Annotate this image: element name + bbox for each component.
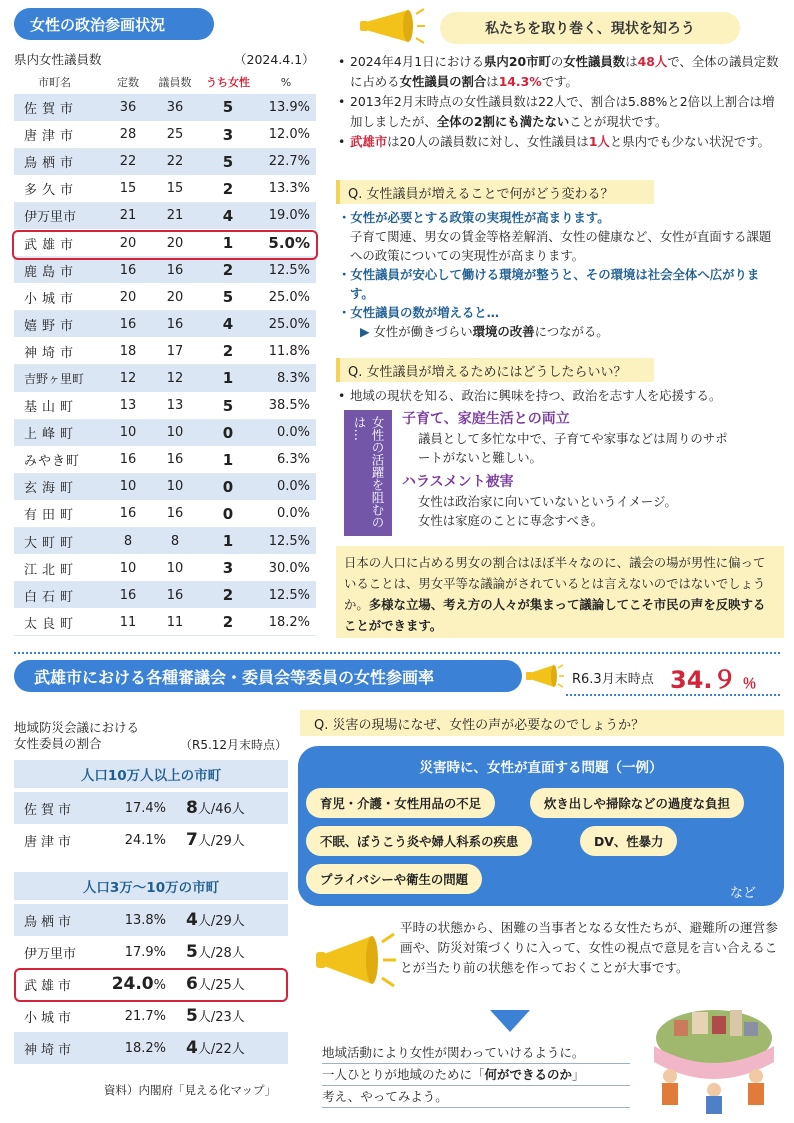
row-pct: 25.0% bbox=[256, 311, 316, 338]
row-members: 13 bbox=[150, 392, 200, 419]
row-women: 2 bbox=[200, 338, 256, 365]
row-pct: 13.9% bbox=[256, 94, 316, 121]
obstacle-heading-1: 子育て、家庭生活との両立 bbox=[402, 411, 570, 427]
table-row bbox=[14, 446, 316, 473]
row-pct: 30.0% bbox=[256, 555, 316, 582]
current-title: 私たちを取り巻く、現状を知ろう bbox=[440, 12, 740, 44]
row-name: 上峰町 bbox=[14, 419, 106, 446]
row-members: 10 bbox=[150, 419, 200, 446]
row-women: 4 bbox=[200, 311, 256, 338]
table-row bbox=[14, 419, 316, 446]
row-pct: 18.2% bbox=[256, 609, 316, 636]
megaphone-icon bbox=[356, 6, 426, 46]
row-women: 5 bbox=[200, 284, 256, 311]
row-fixed: 16 bbox=[106, 446, 150, 473]
row-pct: 12.5% bbox=[256, 257, 316, 284]
row-fixed: 36 bbox=[106, 94, 150, 121]
table-row: 神埼市 18.2% 4人/22人 bbox=[14, 1032, 288, 1064]
row-pct: 13.3% bbox=[256, 175, 316, 202]
row-members: 11 bbox=[150, 609, 200, 636]
row-name: 白石町 bbox=[14, 582, 106, 609]
problem-tag: プライバシーや衛生の問題 bbox=[306, 864, 482, 894]
table-title: 県内女性議員数 bbox=[14, 52, 102, 67]
row-fixed: 16 bbox=[106, 257, 150, 284]
row-fixed: 20 bbox=[106, 284, 150, 311]
row-name: 佐賀市 bbox=[14, 94, 106, 121]
row-name: 神埼市 bbox=[14, 338, 106, 365]
row-name: 武雄市 bbox=[14, 229, 106, 256]
row-members: 16 bbox=[150, 446, 200, 473]
q1-point-3: ・女性議員の数が増えると… bbox=[338, 305, 500, 320]
row-women: 1 bbox=[200, 446, 256, 473]
row-women: 3 bbox=[200, 555, 256, 582]
row-fixed: 10 bbox=[106, 419, 150, 446]
table-row bbox=[14, 148, 316, 175]
problem-tag: 育児・介護・女性用品の不足 bbox=[306, 788, 495, 818]
table-row bbox=[14, 121, 316, 148]
row-women: 5 bbox=[200, 94, 256, 121]
row-women: 2 bbox=[200, 257, 256, 284]
row-name: 有田町 bbox=[14, 500, 106, 527]
header-members: 議員数 bbox=[158, 76, 192, 89]
takeo-disaster-highlight-box bbox=[14, 968, 288, 1002]
obstacle-heading-2: ハラスメント被害 bbox=[402, 474, 514, 490]
town-illustration bbox=[644, 990, 784, 1116]
row-fixed: 28 bbox=[106, 121, 150, 148]
row-name: 玄海町 bbox=[14, 473, 106, 500]
row-fixed: 16 bbox=[106, 311, 150, 338]
row-name: みやき町 bbox=[14, 446, 106, 473]
row-pct: 19.0% bbox=[256, 202, 316, 229]
row-women: 1 bbox=[200, 528, 256, 555]
table-date: （2024.4.1） bbox=[234, 52, 315, 67]
row-name: 多久市 bbox=[14, 175, 106, 202]
row-fixed: 16 bbox=[106, 582, 150, 609]
row-pct: 5.0% bbox=[256, 229, 316, 256]
header-women: うち女性 bbox=[206, 76, 250, 89]
dotted-divider bbox=[14, 652, 780, 654]
row-women: 2 bbox=[200, 609, 256, 636]
row-fixed: 20 bbox=[106, 229, 150, 256]
table-row bbox=[14, 365, 316, 392]
table-row bbox=[14, 202, 316, 229]
row-women: 5 bbox=[200, 148, 256, 175]
row-members: 25 bbox=[150, 121, 200, 148]
row-members: 16 bbox=[150, 500, 200, 527]
problem-tag: DV、性暴力 bbox=[580, 826, 677, 856]
committee-rate-value: 34.９ ％ bbox=[670, 666, 757, 694]
table-row bbox=[14, 609, 316, 636]
triangle-right-icon: ▶ bbox=[360, 324, 370, 339]
row-women: 5 bbox=[200, 392, 256, 419]
table-row bbox=[14, 257, 316, 284]
q1-point-3-detail: ▶ 女性が働きづらい環境の改善につながる。 bbox=[360, 324, 609, 339]
obstacle-side-label: 女性の活躍を阻むのは… bbox=[344, 410, 392, 536]
table-row-highlighted: 武雄市 24.0% 6人/25人 bbox=[14, 968, 288, 1000]
table-row bbox=[14, 582, 316, 609]
obstacle-text-2a: 女性は政治家に向いていないというイメージ。 bbox=[418, 494, 677, 509]
table-row: 伊万里市 17.9% 5人/28人 bbox=[14, 936, 288, 968]
table-row bbox=[14, 392, 316, 419]
row-women: 4 bbox=[200, 202, 256, 229]
row-fixed: 15 bbox=[106, 175, 150, 202]
group2-header: 人口3万～10万の市町 bbox=[14, 872, 288, 900]
row-women: 2 bbox=[200, 582, 256, 609]
row-members: 16 bbox=[150, 582, 200, 609]
action-lines: 地域活動により女性が関わっていけるように。 一人ひとりが地域のために「何ができるのか」 考え、やってみよう。 bbox=[322, 1042, 630, 1108]
row-pct: 22.7% bbox=[256, 148, 316, 175]
problem-tag: 不眠、ぼうこう炎や婦人科系の疾患 bbox=[306, 826, 532, 856]
q1-point-2: ・女性議員が安心して働ける環境が整うと、その環境は社会全体へ広がります。 bbox=[338, 267, 760, 301]
row-pct: 38.5% bbox=[256, 392, 316, 419]
row-name: 鳥栖市 bbox=[14, 148, 106, 175]
row-fixed: 11 bbox=[106, 609, 150, 636]
disaster-council-date: （R5.12月末時点） bbox=[180, 738, 288, 752]
table-row bbox=[14, 500, 316, 527]
council-table bbox=[14, 70, 316, 636]
row-members: 16 bbox=[150, 311, 200, 338]
megaphone-icon bbox=[524, 662, 564, 690]
row-name: 嬉野市 bbox=[14, 311, 106, 338]
table-row bbox=[14, 284, 316, 311]
row-members: 36 bbox=[150, 94, 200, 121]
header-pct: % bbox=[280, 75, 292, 89]
table-row bbox=[14, 555, 316, 582]
row-pct: 12.5% bbox=[256, 582, 316, 609]
row-fixed: 10 bbox=[106, 555, 150, 582]
table-row bbox=[14, 94, 316, 121]
group1-header: 人口10万人以上の市町 bbox=[14, 760, 288, 788]
table-header-row bbox=[14, 70, 316, 94]
row-fixed: 12 bbox=[106, 365, 150, 392]
table-row bbox=[14, 311, 316, 338]
row-pct: 25.0% bbox=[256, 284, 316, 311]
row-women: 0 bbox=[200, 500, 256, 527]
problem-tag: 炊き出しや掃除などの過度な負担 bbox=[530, 788, 744, 818]
row-name: 鹿島市 bbox=[14, 257, 106, 284]
row-fixed: 22 bbox=[106, 148, 150, 175]
disaster-question-bar: Q. 災害の現場になぜ、女性の声が必要なのでしょうか？ bbox=[300, 710, 784, 736]
q2-answer: • 地域の現状を知る、政治に興味を持つ、政治を志す人を応援する。 bbox=[338, 386, 782, 406]
table-row: 小城市 21.7% 5人/23人 bbox=[14, 1000, 288, 1032]
row-members: 10 bbox=[150, 473, 200, 500]
question-bar-2: Q. 女性議員が増えるためにはどうしたらいい？ bbox=[336, 358, 654, 382]
row-members: 20 bbox=[150, 284, 200, 311]
table-row bbox=[14, 175, 316, 202]
row-members: 8 bbox=[150, 528, 200, 555]
disaster-council-title: 地域防災会議における 女性委員の割合 bbox=[14, 720, 140, 751]
bullet-1: • 2024年4月1日における県内20市町の女性議員数は48人で、全体の議員定数に占める女性議員の割合は14.3%です。 bbox=[338, 52, 780, 92]
table-row: 佐賀市 17.4% 8人/46人 bbox=[14, 792, 288, 824]
row-pct: 11.8% bbox=[256, 338, 316, 365]
row-name: 伊万里市 bbox=[14, 202, 106, 229]
row-members: 16 bbox=[150, 257, 200, 284]
q1-point-1: ・女性が必要とする政策の実現性が高まります。 bbox=[338, 210, 610, 225]
problems-etc: など bbox=[730, 886, 757, 901]
group1-table bbox=[14, 792, 288, 856]
q1-point-1-detail: 子育て関連、男女の賃金等格差解消、女性の健康など、女性が直面する課題への政策についての実現性が高まります。 bbox=[350, 229, 772, 263]
row-women: 0 bbox=[200, 419, 256, 446]
row-members: 10 bbox=[150, 555, 200, 582]
row-fixed: 18 bbox=[106, 338, 150, 365]
row-name: 唐津市 bbox=[14, 121, 106, 148]
table-row: 鳥栖市 13.8% 4人/29人 bbox=[14, 904, 288, 936]
row-fixed: 10 bbox=[106, 473, 150, 500]
row-fixed: 13 bbox=[106, 392, 150, 419]
row-women: 0 bbox=[200, 473, 256, 500]
q1-answer bbox=[338, 208, 782, 341]
source-note: 資料）内閣府「見える化マップ」 bbox=[104, 1083, 277, 1097]
row-women: 1 bbox=[200, 365, 256, 392]
megaphone-icon bbox=[310, 930, 396, 990]
row-members: 21 bbox=[150, 202, 200, 229]
section-title-politics: 女性の政治参画状況 bbox=[14, 8, 214, 40]
section-title-committee: 武雄市における各種審議会・委員会等委員の女性参画率 bbox=[14, 660, 522, 692]
obstacle-text-1: 議員として多忙な中で、子育てや家事などは周りのサポートがないと難しい。 bbox=[418, 431, 728, 465]
row-members: 12 bbox=[150, 365, 200, 392]
row-members: 20 bbox=[150, 229, 200, 256]
row-pct: 12.5% bbox=[256, 528, 316, 555]
obstacle-text-2b: 女性は家庭のことに専念すべき。 bbox=[418, 513, 604, 528]
table-row bbox=[14, 473, 316, 500]
row-members: 22 bbox=[150, 148, 200, 175]
header-fixed: 定数 bbox=[117, 76, 139, 89]
question-bar-1: Q. 女性議員が増えることで何がどう変わる？ bbox=[336, 180, 654, 204]
arrow-down-icon bbox=[490, 1010, 530, 1032]
table-row: 唐津市 24.1% 7人/29人 bbox=[14, 824, 288, 856]
row-name: 太良町 bbox=[14, 609, 106, 636]
obstacle-content bbox=[402, 410, 782, 530]
summary-box: 日本の人口に占める男女の割合はほぼ半々なのに、議会の場が男性に偏っていることは、男女平等な議論がされているとは言えないのではないでしょうか。多様な立場、考え方の人々が集まって議論してこそ市民の声を反映することができます。 bbox=[336, 546, 784, 638]
row-name: 基山町 bbox=[14, 392, 106, 419]
row-pct: 12.0% bbox=[256, 121, 316, 148]
row-pct: 0.0% bbox=[256, 419, 316, 446]
bullet-2: • 2013年2月末時点の女性議員数は22人で、割合は5.88%と2倍以上割合は増加しましたが、全体の2割にも満たないことが現状です。 bbox=[338, 92, 780, 132]
takeo-highlight-box bbox=[12, 230, 318, 260]
row-fixed: 16 bbox=[106, 500, 150, 527]
row-women: 3 bbox=[200, 121, 256, 148]
row-name: 吉野ヶ里町 bbox=[14, 365, 106, 392]
bullet-3: • 武雄市は20人の議員数に対し、女性議員は1人と県内でも少ない状況です。 bbox=[338, 132, 780, 152]
table-row bbox=[14, 338, 316, 365]
row-fixed: 21 bbox=[106, 202, 150, 229]
committee-rate-underline bbox=[566, 694, 780, 696]
header-name: 市町名 bbox=[38, 76, 71, 89]
row-name: 江北町 bbox=[14, 555, 106, 582]
row-women: 2 bbox=[200, 175, 256, 202]
row-fixed: 8 bbox=[106, 528, 150, 555]
disaster-text: 平時の状態から、困難の当事者となる女性たちが、避難所の運営参画や、防災対策づくりに入って、女性の視点で意見を言い合えることが当たり前の状態を作っておくことが大事です。 bbox=[400, 920, 778, 975]
row-name: 小城市 bbox=[14, 284, 106, 311]
row-members: 15 bbox=[150, 175, 200, 202]
row-name: 大町町 bbox=[14, 528, 106, 555]
row-pct: 8.3% bbox=[256, 365, 316, 392]
row-pct: 0.0% bbox=[256, 500, 316, 527]
current-bullets bbox=[338, 52, 780, 152]
row-members: 17 bbox=[150, 338, 200, 365]
row-pct: 0.0% bbox=[256, 473, 316, 500]
disaster-box-title: 災害時に、女性が直面する問題（一例） bbox=[419, 760, 663, 776]
row-pct: 6.3% bbox=[256, 446, 316, 473]
table-row bbox=[14, 528, 316, 555]
committee-rate-label: R6.3月末時点 bbox=[572, 672, 654, 687]
row-women: 1 bbox=[200, 229, 256, 256]
